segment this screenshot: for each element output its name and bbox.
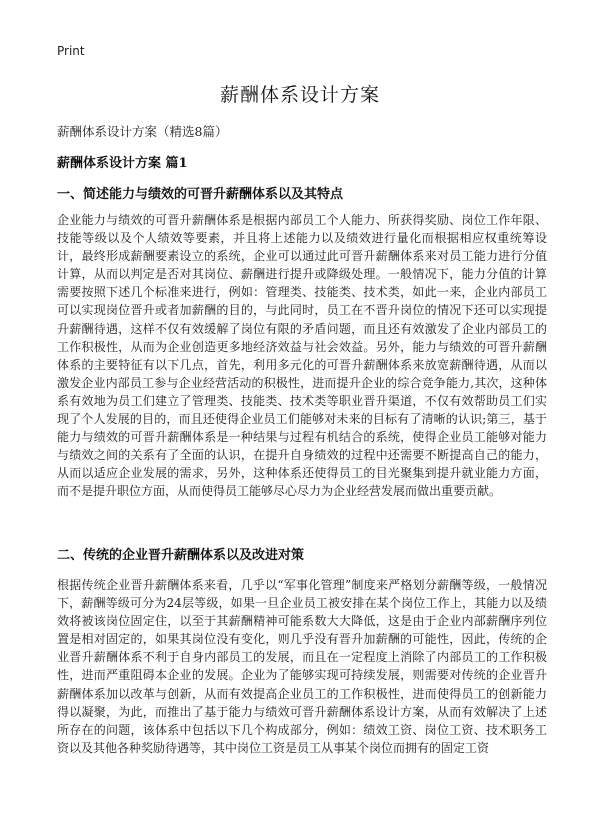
section-body-1: 企业能力与绩效的可晋升薪酬体系是根据内部员工个人能力、所获得奖励、岗位工作年限、技能等级以及个人绩效等要素，并且将上述能力以及绩效进行量化而根据相应权重统筹设计，最终形成薪酬要素设立的系统，企业可以通过此可晋升薪酬体系来对员工能力进行分值计算，从而以判定是否对其岗位、薪酬进行提升或降级处理。一般情况下，能力分值的计算需要按照下述几个标准来进行，例如：管理类、技能类、技术类，如此一来，企业内部员工可以实现岗位晋升或者加薪酬的目的，与此同时，员工在不晋升岗位的情况下还可以实现提升薪酬待遇，这样不仅有效缓解了岗位有限的矛盾问题，而且还有效激发了企业内部员工的工作积极性，从而为企业创造更多地经济效益与社会效益。另外，能力与绩效的可晋升薪酬体系的主要特征有以下几点，首先，利用多元化的可晋升薪酬体系来放宽薪酬待遇，从而以激发企业内部员工参与企业经营活动的积极性，进而提升企业的综合竞争能力,其次，这种体系有效地为员工们建立了管理类、技能类、技术类等职业晋升渠道，不仅有效帮助员工们实现了个人发展的目的，而且还使得企业员工们能够对未来的目标有了清晰的认识;第三，基于能力与绩效的可晋升薪酬体系是一种结果与过程有机结合的系统，使得企业员工能够对能力与绩效之间的关系有了全面的认识，在提升自身绩效的过程中还需要不断提高自己的能力，从而以适应企业发展的需求，另外，这种体系还使得员工的目光聚集到提升就业能力方面，而不是提升职位方面，从而使得员工能够尽心尽力为企业经营发展而做出重要贡献。 <box>57 213 547 499</box>
page-title: 薪酬体系设计方案 <box>219 84 380 106</box>
section-heading-1: 一、简述能力与绩效的可晋升薪酬体系以及其特点 <box>57 187 344 202</box>
print-label: Print <box>57 44 85 58</box>
section-heading-2: 二、传统的企业晋升薪酬体系以及改进对策 <box>57 548 305 563</box>
section-body-2: 根据传统企业晋升薪酬体系来看，几乎以“军事化管理”制度来严格划分薪酬等级，一般情况下，薪酬等级可分为24层等级，如果一旦企业员工被安排在某个岗位工作上，其能力以及绩效将被该岗位固定住，以至于其薪酬精神可能系数大大降低，这是由于企业内部薪酬序列位置是相对固定的，如果其岗位没有变化，则几乎没有晋升加薪酬的可能性，因此，传统的企业晋升薪酬体系不利于自身内部员工的发展，而且在一定程度上消除了内部员工的工作积极性，进而严重阻碍本企业的发展。企业为了能够实现可持续发展，则需要对传统的企业晋升薪酬体系加以改革与创新，从而有效提高企业员工的工作积极性，进而使得员工的创新能力得以凝聚，为此，而推出了基于能力与绩效可晋升薪酬体系设计方案，从而有效解决了上述所存在的问题，该体系中包括以下几个构成部分，例如：绩效工资、岗位工资、技术职务工资以及其他各种奖励待遇等，其中岗位工资是员工从事某个岗位而拥有的固定工资 <box>57 578 547 755</box>
part-heading: 薪酬体系设计方案 篇1 <box>57 156 188 171</box>
document-subtitle: 薪酬体系设计方案（精选8篇） <box>57 124 228 139</box>
